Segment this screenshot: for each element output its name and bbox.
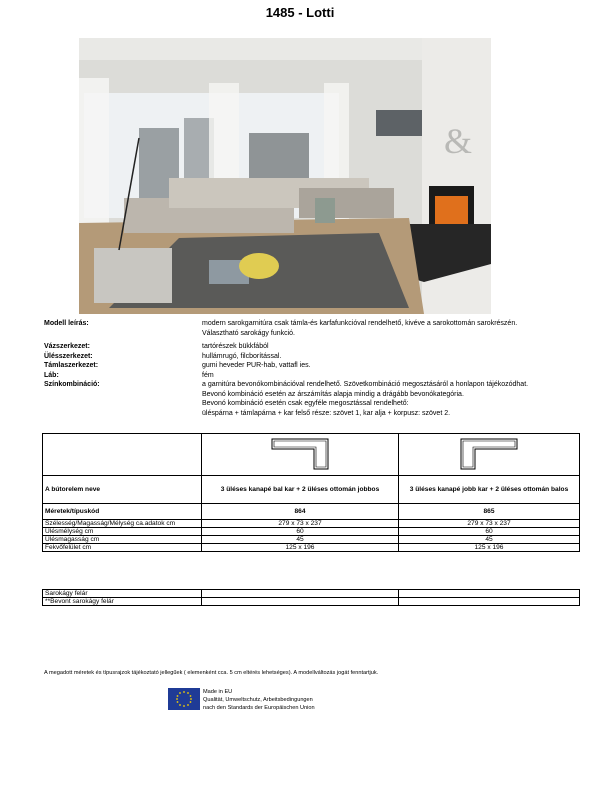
page-title: 1485 - Lotti xyxy=(265,5,335,20)
spec-row xyxy=(44,380,584,390)
name-label: A bútorelem neve xyxy=(43,476,202,504)
spec-value: hullámrugó, filcborítással. xyxy=(202,352,282,360)
eu-quality-note xyxy=(203,688,315,712)
dimension-cell: Ülésmélység cm xyxy=(43,528,202,536)
dimension-row xyxy=(43,544,580,552)
dimensions-table xyxy=(42,433,580,552)
name-864: 3 üléses kanapé bal kar + 2 üléses ottomán jobbos xyxy=(202,476,399,504)
spec-label: Ülésszerkezet: xyxy=(44,352,93,360)
dimension-cell: 125 x 196 xyxy=(399,544,580,552)
layout-drawing-864 xyxy=(270,436,330,472)
drawing-right-chaise xyxy=(399,434,580,476)
eu-flag-icon xyxy=(168,688,200,710)
spec-row xyxy=(44,352,584,362)
code-864: 864 xyxy=(202,504,399,520)
drawing-left-chaise xyxy=(202,434,399,476)
spec-label: Támlaszerkezet: xyxy=(44,362,99,369)
spec-value: fém xyxy=(202,371,214,379)
surcharge-cell xyxy=(202,590,399,598)
code-865: 865 xyxy=(399,504,580,520)
spec-row xyxy=(44,342,584,352)
type-label: Méretek/típuskód xyxy=(43,504,202,520)
drawing-row xyxy=(43,434,580,476)
spec-label xyxy=(44,390,202,400)
surcharge-cell xyxy=(399,598,580,606)
surcharge-label: **Bevont sarokágy felár xyxy=(43,598,202,606)
dimension-cell: 279 x 73 x 237 xyxy=(202,520,399,528)
dimension-cell: 60 xyxy=(399,528,580,536)
dimension-cell: Fekvőfelület cm xyxy=(43,544,202,552)
eu-line-2: Qualität, Umweltschutz, Arbeitsbedingungen xyxy=(203,697,313,703)
spec-value: gumi heveder PUR-hab, vattafl ies. xyxy=(202,362,311,369)
name-865: 3 üléses kanapé jobb kar + 2 üléses ottomán balos xyxy=(399,476,580,504)
svg-text:&: & xyxy=(444,121,473,161)
spec-label: Vázszerkezet: xyxy=(44,343,90,350)
eu-line-1: Made in EU xyxy=(203,689,233,695)
spec-row xyxy=(44,319,584,329)
spec-row xyxy=(44,390,584,400)
surcharge-label: Sarokágy felár xyxy=(43,590,202,598)
specifications xyxy=(44,319,584,418)
dimension-cell: 45 xyxy=(202,536,399,544)
spec-row xyxy=(44,409,584,419)
spec-value: tartórészek bükkfából xyxy=(202,343,269,350)
eu-line-3: nach den Standards der Europäischen Union xyxy=(203,705,315,711)
spec-row xyxy=(44,329,584,339)
dimension-row xyxy=(43,520,580,528)
spec-value: üléspárna + támlapárna + kar felső része: szövet 1, kar alja + korpusz: szövet 2. xyxy=(202,409,451,417)
layout-drawing-865 xyxy=(459,436,519,472)
spec-row xyxy=(44,361,584,371)
disclaimer: A megadott méretek és típusrajzok tájékoztató jellegűek ( elemenként cca. 5 cm eltérés lehetséges). A modellváltozás jogát fenntartjuk. xyxy=(44,670,379,676)
spec-value: a garnitúra bevonókombinációval rendelhető. Szövetkombináció megosztásáról a honlapon tájékozódhat. xyxy=(202,381,529,388)
spec-row xyxy=(44,399,584,409)
spec-value: Bevonó kombináció esetén az árszámítás alapja mindig a drágább bevonókategória. xyxy=(202,390,464,398)
dimension-row xyxy=(43,536,580,544)
surcharge-cell xyxy=(399,590,580,598)
dimension-cell: 279 x 73 x 237 xyxy=(399,520,580,528)
surcharge-cell xyxy=(202,598,399,606)
dimension-cell: 60 xyxy=(202,528,399,536)
spec-label: Modell leírás: xyxy=(44,320,89,327)
surcharge-row xyxy=(43,598,580,606)
dimension-cell: 125 x 196 xyxy=(202,544,399,552)
living-room-illustration xyxy=(79,38,491,314)
dimension-row xyxy=(43,528,580,536)
type-row xyxy=(43,504,580,520)
product-photo xyxy=(79,38,491,314)
spec-label xyxy=(44,409,202,419)
dimension-cell: 45 xyxy=(399,536,580,544)
spec-value: modern sarokgarnitúra csak támla-és karfafunkcióval rendelhető, kivéve a sarokottomán sarokrészén. xyxy=(202,320,518,327)
spec-label xyxy=(44,329,202,339)
surcharge-row xyxy=(43,590,580,598)
spec-label: Láb: xyxy=(44,371,59,379)
spec-value: Választható sarokágy funkció. xyxy=(202,329,295,337)
dimension-cell: Szélesség/Magasság/Mélység ca.adatok cm xyxy=(43,520,202,528)
spec-label xyxy=(44,399,202,409)
spec-label: Színkombináció: xyxy=(44,381,100,388)
spec-row xyxy=(44,371,584,381)
dimension-cell: Ülésmagasság cm xyxy=(43,536,202,544)
surcharge-table xyxy=(42,589,580,606)
spec-value: Bevonó kombináció esetén csak egyféle megosztással rendelhető: xyxy=(202,400,409,407)
name-row xyxy=(43,476,580,504)
